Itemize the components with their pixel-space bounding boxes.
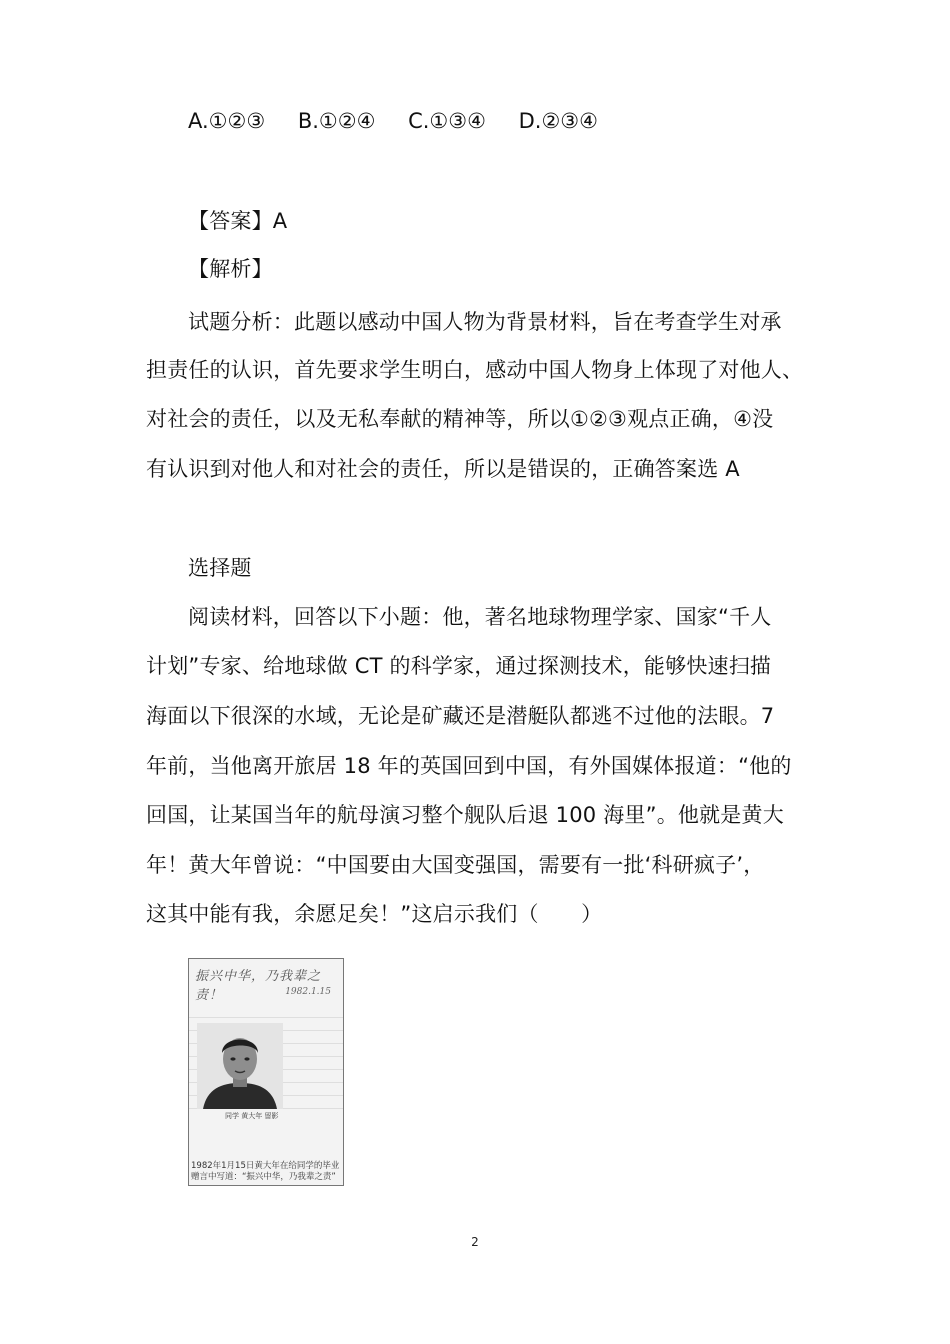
page-number: 2 <box>471 1235 479 1249</box>
portrait-image <box>197 1023 283 1109</box>
question-line-1: 阅读材料，回答以下小题：他，著名地球物理学家、国家“千人 <box>188 605 772 629</box>
question-line-6: 年！黄大年曾说：“中国要由大国变强国，需要有一批‘科研疯子’， <box>146 853 765 877</box>
analysis-line-2: 担责任的认识，首先要求学生明白，感动中国人物身上体现了对他人、 <box>146 358 804 382</box>
option-d: D.②③④ <box>518 109 598 133</box>
answer-line: 【答案】A <box>188 209 288 233</box>
option-b: B.①②④ <box>297 109 376 133</box>
analysis-line-3: 对社会的责任，以及无私奉献的精神等，所以①②③观点正确，④没 <box>146 407 774 431</box>
question-line-7: 这其中能有我，余愿足矣！”这启示我们（ ） <box>146 902 603 926</box>
question-line-2: 计划”专家、给地球做 CT 的科学家，通过探测技术，能够快速扫描 <box>146 654 772 678</box>
option-c: C.①③④ <box>408 109 486 133</box>
handwritten-note: 振兴中华，乃我辈之责！ <box>195 969 322 1003</box>
question-line-5: 回国，让某国当年的航母演习整个舰队后退 100 海里”。他就是黄大 <box>146 803 784 827</box>
answer-options <box>188 108 624 134</box>
photo-caption: 1982年1月15日黄大年在给同学的毕业赠言中写道：“振兴中华，乃我辈之责” <box>191 1161 340 1182</box>
question-line-4: 年前，当他离开旅居 18 年的英国回到中国，有外国媒体报道：“他的 <box>146 754 792 778</box>
analysis-line-4: 有认识到对他人和对社会的责任，所以是错误的，正确答案选 A <box>146 457 740 481</box>
photo-figure <box>188 958 344 1186</box>
section-label: 选择题 <box>188 556 252 580</box>
analysis-heading: 【解析】 <box>188 257 273 281</box>
note-date: 1982.1.15 <box>285 987 331 997</box>
analysis-line-1: 试题分析：此题以感动中国人物为背景材料，旨在考查学生对承 <box>188 310 782 334</box>
photo-signature: 同学 黄大年 留影 <box>225 1112 279 1120</box>
option-a: A.①②③ <box>188 109 266 133</box>
question-line-3: 海面以下很深的水域，无论是矿藏还是潜艇队都逃不过他的法眼。7 <box>146 704 775 728</box>
